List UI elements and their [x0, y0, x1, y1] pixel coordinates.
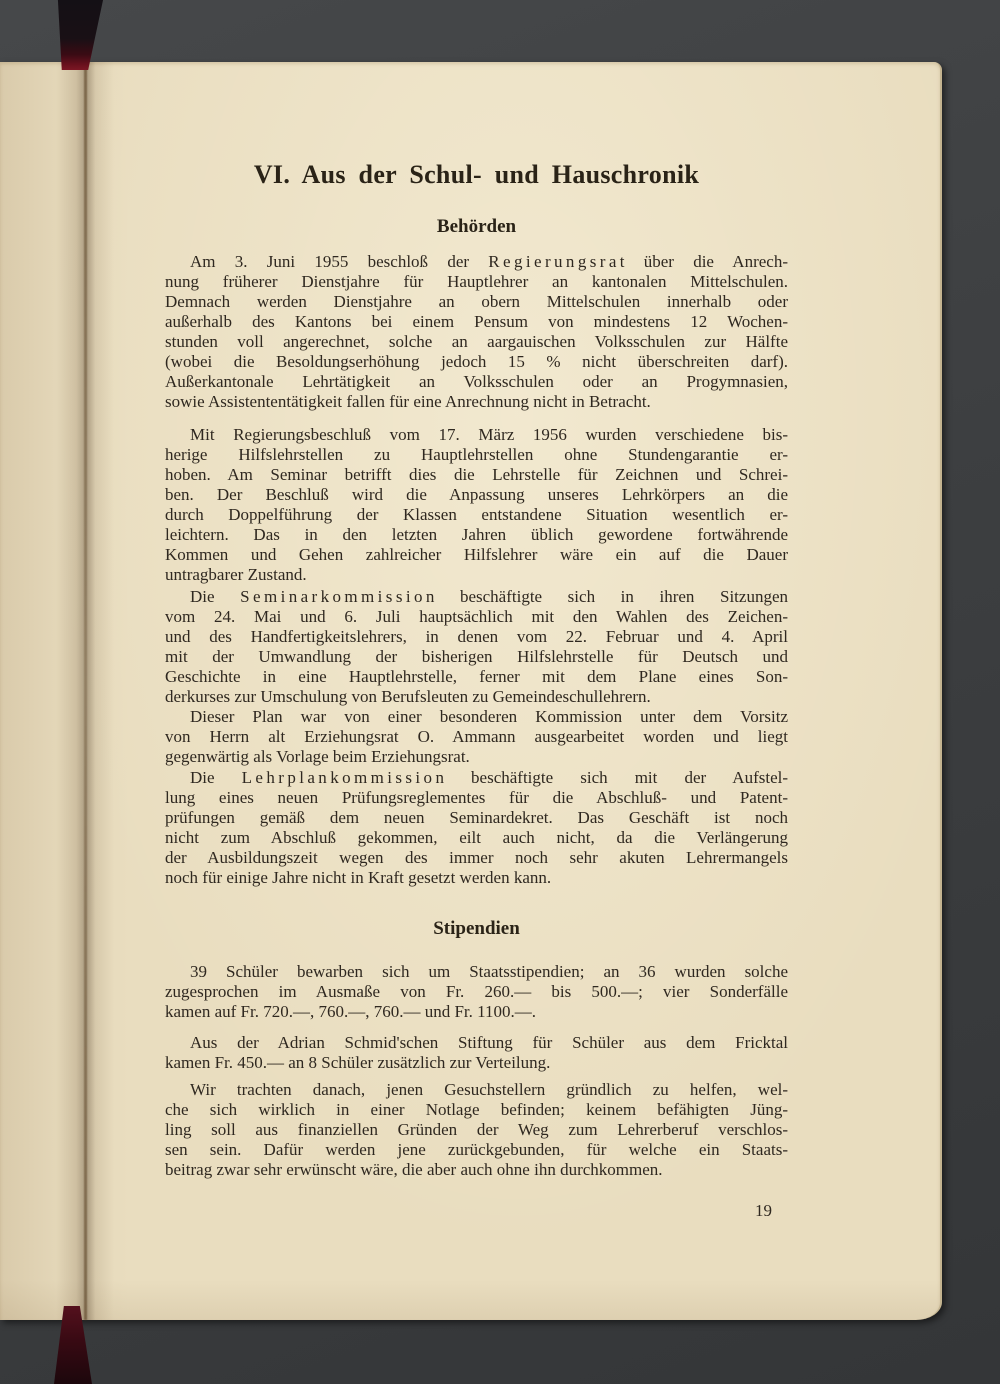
paragraph: Wir trachten danach, jenen Gesuchstellern gründlich zu helfen, wel- che sich wirklich in einer Notlage befinden; keinem befähigten Jüng- ling soll aus finanziellen Gründen der Weg zum Lehrerberuf verschlos- sen sein. Dafür werden jene zurückgebunden, für welche ein Staats- beitrag zwar sehr erwünscht wäre, die aber auch ohne ihn durchkommen.: [165, 1080, 788, 1179]
paragraph: Am 3. Juni 1955 beschloß der R e g i e r u n g s r a t über die Anrech- nung früherer Dienstjahre für Hauptlehrer an kantonalen Mittelschulen. Demnach werden Dienstjahre an obern Mittelschulen innerhalb oder außerhalb des Kantons bei einem Pensum von mindestens 12 Wochen- stunden voll angerechnet, solche an aargauischen Volksschulen zur Hälfte (wobei die Besoldungserhöhung jedoch 15 % nicht überschreiten darf). Außerkantonale Lehrtätigkeit an Volksschulen oder an Progymnasien, sowie Assistententätigkeit fallen für eine Anrechnung nicht in Betracht.: [165, 252, 788, 411]
paragraph: Die L e h r p l a n k o m m i s s i o n beschäftigte sich mit der Aufstel- lung eines neuen Prüfungsreglementes für die Abschluß- und Patent- prüfungen gemäß dem neuen Seminardekret. Das Geschäft ist noch nicht zum Abschluß gekommen, eilt auch nicht, da die Verlängerung der Ausbildungszeit wegen des immer noch sehr akuten Lehrermangels noch für einige Jahre nicht in Kraft gesetzt werden kann.: [165, 768, 788, 887]
page-number: 19: [755, 1201, 772, 1220]
page-gutter-shadow: [56, 62, 114, 1320]
page-gutter-crease: [84, 62, 87, 1320]
chapter-title: VI. Aus der Schul- und Hauschronik: [253, 160, 700, 189]
book-page: [0, 62, 942, 1320]
paragraph: Die S e m i n a r k o m m i s s i o n beschäftigte sich in ihren Sitzungen vom 24. Mai und 6. Juli hauptsächlich mit den Wahlen des Zeichen- und des Handfertigkeitslehrers, in denen vom 22. Februar und 4. April mit der Umwandlung der bisherigen Hilfslehrstelle für Deutsch und Geschichte in eine Hauptlehrstelle, ferner mit dem Plane eines Son- derkurses zur Umschulung von Berufsleuten zu Gemeindeschullehrern.: [165, 587, 788, 706]
section-heading-behoerden: Behörden: [436, 216, 517, 237]
bookmark-ribbon-top: [56, 0, 104, 70]
paragraph: 39 Schüler bewarben sich um Staatsstipendien; an 36 wurden solche zugesprochen im Ausmaße von Fr. 260.— bis 500.—; vier Sonderfälle kamen auf Fr. 720.—, 760.—, 760.— und Fr. 1100.—.: [165, 962, 788, 1021]
paragraph: Aus der Adrian Schmid'schen Stiftung für Schüler aus dem Fricktal kamen Fr. 450.— an 8 Schüler zusätzlich zur Verteilung.: [165, 1033, 788, 1072]
paragraph: Mit Regierungsbeschluß vom 17. März 1956 wurden verschiedene bis- herige Hilfslehrstellen zu Hauptlehrstellen ohne Stundengarantie er- hoben. Am Seminar betrifft dies die Lehrstelle für Zeichnen und Schrei- ben. Der Beschluß wird die Anpassung unseres Lehrkörpers an die durch Doppelführung der Klassen entstandene Situation wesentlich er- leichtern. Das in den letzten Jahren üblich gewordene fortwährende Kommen und Gehen zahlreicher Hilfslehrer wäre ein auf die Dauer untragbarer Zustand.: [165, 425, 788, 584]
paragraph: Dieser Plan war von einer besonderen Kommission unter dem Vorsitz von Herrn alt Erziehungsrat O. Ammann ausgearbeitet worden und liegt gegenwärtig als Vorlage beim Erziehungsrat.: [165, 707, 788, 766]
section-heading-stipendien: Stipendien: [433, 918, 520, 939]
